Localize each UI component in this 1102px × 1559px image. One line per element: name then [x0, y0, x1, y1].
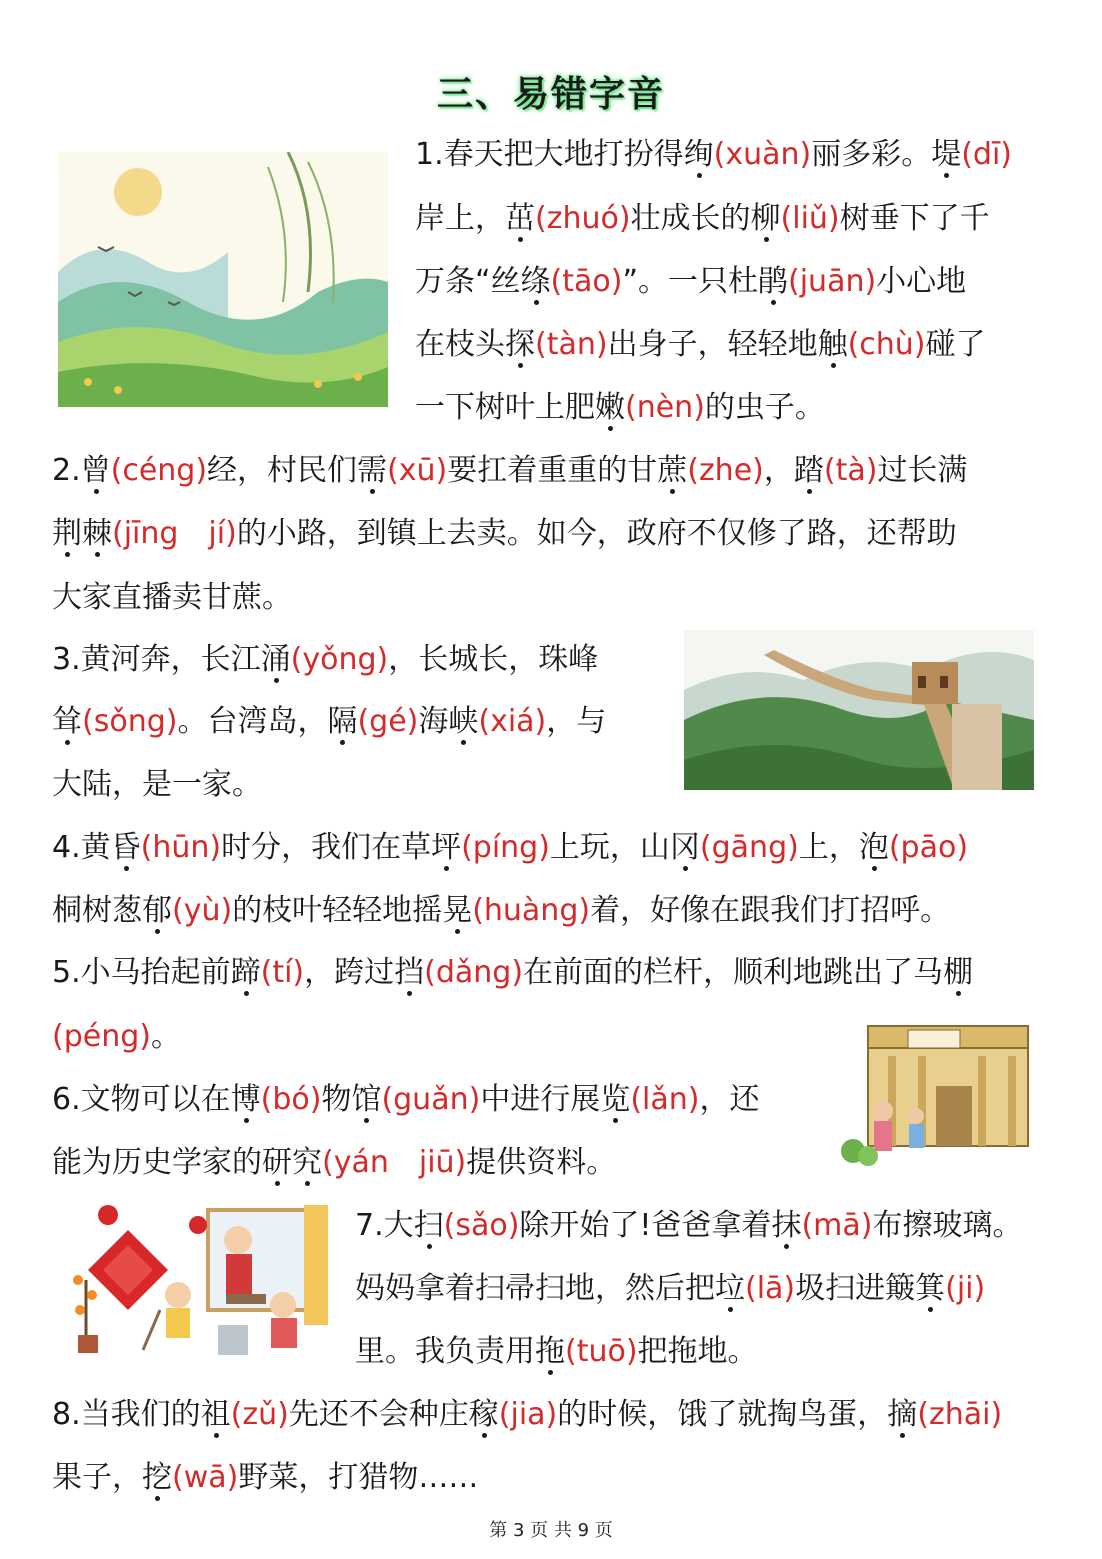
text-segment: 中进行展	[480, 1082, 601, 1117]
pinyin-annotation: (sǒng)	[82, 704, 178, 739]
p1-line-2	[415, 199, 990, 239]
pinyin-annotation: (lǎn)	[630, 1082, 700, 1117]
text-segment: 1.春天把大地打扮得	[415, 137, 684, 172]
text-segment: 壮成长的	[630, 201, 751, 236]
pinyin-annotation: (sǎo)	[443, 1208, 520, 1243]
text-segment: 经，村民们	[207, 453, 358, 488]
text-segment: 大陆，是一家。	[52, 767, 262, 802]
pinyin-annotation: (tàn)	[535, 327, 608, 362]
p3-line-3	[52, 765, 262, 805]
cleaning-family-image	[68, 1200, 330, 1362]
pinyin-annotation: (zǔ)	[230, 1397, 289, 1432]
target-character: 抹	[771, 1208, 802, 1243]
target-character: 垃	[715, 1271, 745, 1306]
target-character: 嫩	[595, 390, 625, 425]
pinyin-annotation: (gé)	[357, 704, 419, 739]
text-segment: 先还不会种庄	[288, 1397, 469, 1432]
p5-line-1	[52, 953, 973, 993]
text-segment: 在枝头	[415, 327, 505, 362]
target-character: 柳	[750, 201, 781, 236]
pinyin-annotation: (yǒng)	[290, 642, 389, 677]
text-segment: 大家直播卖甘蔗。	[52, 580, 292, 615]
p4-line-2	[52, 891, 950, 931]
text-segment: 6.文物可以在	[52, 1082, 231, 1117]
pinyin-annotation: (tí)	[260, 955, 305, 990]
target-character: 博	[230, 1082, 261, 1117]
target-character: 荆	[52, 516, 82, 551]
pinyin-annotation: (yù)	[172, 893, 233, 928]
text-segment: 8.当我们的	[52, 1397, 201, 1432]
pinyin-annotation: (guǎn)	[381, 1082, 481, 1117]
p3-line-2	[52, 702, 606, 742]
text-segment: 4.黄	[52, 830, 111, 865]
pinyin-annotation: (jia)	[498, 1397, 558, 1432]
text-segment: 的时候，饿了就掏鸟蛋，	[557, 1397, 888, 1432]
target-character: 耸	[52, 704, 82, 739]
target-character: 踏	[793, 453, 824, 488]
target-character: 隔	[327, 704, 358, 739]
pinyin-annotation: (mā)	[801, 1208, 873, 1243]
target-character: 览	[600, 1082, 631, 1117]
text-segment: 时分，我们在草	[221, 830, 432, 865]
target-character: 蔗	[657, 453, 688, 488]
text-segment: 万条“丝	[415, 264, 521, 299]
text-segment: 上玩，山	[549, 830, 670, 865]
text-segment: 能为历史学家的	[52, 1145, 262, 1180]
target-character: 棘	[82, 516, 112, 551]
p7-line-2	[355, 1269, 985, 1309]
text-segment: ，长城长，珠峰	[388, 642, 599, 677]
text-segment: 要扛着重重的甘	[447, 453, 658, 488]
p2-line-2	[52, 514, 957, 554]
museum-art	[838, 1016, 1034, 1166]
text-segment: 7.大	[355, 1208, 414, 1243]
target-character: 究	[292, 1145, 322, 1180]
p8-line-2	[52, 1458, 478, 1498]
text-segment: 提供资料。	[466, 1145, 617, 1180]
target-character: 堤	[931, 137, 962, 172]
text-segment: ，还	[699, 1082, 760, 1117]
pinyin-annotation: (ji)	[945, 1271, 986, 1306]
p2-line-1	[52, 451, 967, 491]
target-character: 需	[357, 453, 388, 488]
cleaning-family-art	[68, 1200, 330, 1362]
pinyin-annotation: (wā)	[172, 1460, 239, 1495]
target-character: 鹃	[758, 264, 789, 299]
text-segment: 5.小马抬起前	[52, 955, 231, 990]
target-character: 绦	[520, 264, 551, 299]
text-segment: 碰了	[925, 327, 986, 362]
p3-line-1	[52, 640, 598, 680]
p1-line-3	[415, 262, 966, 302]
text-segment: 布擦玻璃。	[872, 1208, 1023, 1243]
page-title: 三、易错字音	[436, 74, 665, 115]
text-segment: ，	[763, 453, 794, 488]
text-segment: 。台湾岛，	[177, 704, 328, 739]
p7-line-3	[355, 1332, 758, 1372]
spring-landscape-art	[58, 152, 388, 407]
p6-line-2	[52, 1143, 616, 1183]
target-character: 蹄	[230, 955, 261, 990]
pinyin-annotation: (liǔ)	[780, 201, 840, 236]
target-character: 箕	[915, 1271, 946, 1306]
text-segment: 圾扫进簸	[795, 1271, 916, 1306]
text-segment: 海	[418, 704, 449, 739]
p8-line-1	[52, 1395, 1002, 1435]
text-segment: 2.	[52, 453, 81, 488]
text-segment: ”。一只杜	[622, 264, 759, 299]
target-character: 扫	[413, 1208, 444, 1243]
pinyin-annotation: (nèn)	[625, 390, 705, 425]
target-character: 触	[817, 327, 848, 362]
text-segment: 岸上，	[415, 201, 505, 236]
pinyin-annotation: (tāo)	[550, 264, 623, 299]
text-segment: 野菜，打猎物……	[238, 1460, 479, 1495]
target-character: 稼	[468, 1397, 499, 1432]
text-segment: 3.黄河奔，长江	[52, 642, 261, 677]
great-wall-art	[684, 630, 1034, 790]
text-segment: ，跨过	[304, 955, 395, 990]
text-segment: 上，	[798, 830, 859, 865]
text-segment: 出身子，轻轻地	[607, 327, 818, 362]
target-character: 挖	[142, 1460, 172, 1495]
museum-image	[838, 1016, 1034, 1166]
text-segment: 在前面的栏杆，顺利地跳出了马	[523, 955, 944, 990]
text-segment: 妈妈拿着扫帚扫地，然后把	[355, 1271, 715, 1306]
target-character: 郁	[142, 893, 172, 928]
target-character: 探	[505, 327, 535, 362]
text-segment: ，与	[546, 704, 607, 739]
spring-landscape-image	[58, 152, 388, 407]
pinyin-annotation: (xū)	[387, 453, 448, 488]
target-character: 泡	[858, 830, 889, 865]
text-segment: 物	[321, 1082, 352, 1117]
great-wall-image	[684, 630, 1034, 790]
target-character: 棚	[943, 955, 974, 990]
text-segment: 丽多彩。	[811, 137, 932, 172]
text-segment: 的虫子。	[704, 390, 825, 425]
p1-line-1	[415, 135, 1012, 175]
pinyin-annotation: (yán jiū)	[322, 1145, 467, 1180]
page-footer: 第 3 页 共 9 页	[489, 1520, 613, 1541]
pinyin-annotation: (tuō)	[565, 1334, 638, 1369]
p5-line-2	[52, 1017, 181, 1057]
target-character: 研	[262, 1145, 292, 1180]
pinyin-annotation: (huàng)	[472, 893, 591, 928]
target-character: 曾	[80, 453, 111, 488]
target-character: 挡	[394, 955, 425, 990]
pinyin-annotation: (péng)	[52, 1019, 151, 1054]
text-segment: 把拖地。	[637, 1334, 758, 1369]
pinyin-annotation: (céng)	[110, 453, 208, 488]
text-segment: 除开始了!爸爸拿着	[519, 1208, 772, 1243]
p2-line-3	[52, 578, 292, 618]
p6-line-1	[52, 1080, 759, 1120]
text-segment: 。	[150, 1019, 181, 1054]
pinyin-annotation: (zhuó)	[535, 201, 631, 236]
pinyin-annotation: (zhe)	[687, 453, 764, 488]
pinyin-annotation: (jīng jí)	[112, 516, 237, 551]
text-segment: 果子，	[52, 1460, 142, 1495]
text-segment: 一下树叶上肥	[415, 390, 595, 425]
target-character: 峡	[448, 704, 479, 739]
target-character: 晃	[442, 893, 473, 928]
target-character: 拖	[535, 1334, 565, 1369]
pinyin-annotation: (hūn)	[140, 830, 222, 865]
text-segment: 过长满	[877, 453, 968, 488]
pinyin-annotation: (juān)	[788, 264, 877, 299]
pinyin-annotation: (pāo)	[888, 830, 969, 865]
text-segment: 里。我负责用	[355, 1334, 535, 1369]
target-character: 茁	[505, 201, 535, 236]
target-character: 坪	[431, 830, 462, 865]
pinyin-annotation: (píng)	[461, 830, 550, 865]
text-segment: 树垂下了千	[839, 201, 990, 236]
p7-line-1	[355, 1206, 1022, 1246]
pinyin-annotation: (zhāi)	[917, 1397, 1003, 1432]
pinyin-annotation: (xiá)	[478, 704, 547, 739]
target-character: 摘	[887, 1397, 918, 1432]
pinyin-annotation: (chù)	[847, 327, 926, 362]
pinyin-annotation: (gāng)	[699, 830, 799, 865]
target-character: 馆	[351, 1082, 382, 1117]
text-segment: 的枝叶轻轻地摇	[232, 893, 443, 928]
pinyin-annotation: (xuàn)	[713, 137, 812, 172]
text-segment: 着，好像在跟我们打招呼。	[590, 893, 951, 928]
pinyin-annotation: (dǎng)	[424, 955, 524, 990]
target-character: 冈	[669, 830, 700, 865]
target-character: 祖	[200, 1397, 231, 1432]
target-character: 昏	[110, 830, 141, 865]
p1-line-5	[415, 388, 825, 428]
pinyin-annotation: (dī)	[961, 137, 1012, 172]
p1-line-4	[415, 325, 986, 365]
pinyin-annotation: (bó)	[260, 1082, 322, 1117]
pinyin-annotation: (tà)	[823, 453, 878, 488]
text-segment: 桐树葱	[52, 893, 142, 928]
text-segment: 的小路，到镇上去卖。如今，政府不仅修了路，还帮助	[236, 516, 957, 551]
target-character: 涌	[260, 642, 291, 677]
text-segment: 小心地	[876, 264, 967, 299]
target-character: 绚	[683, 137, 714, 172]
pinyin-annotation: (lā)	[745, 1271, 796, 1306]
p4-line-1	[52, 828, 968, 868]
